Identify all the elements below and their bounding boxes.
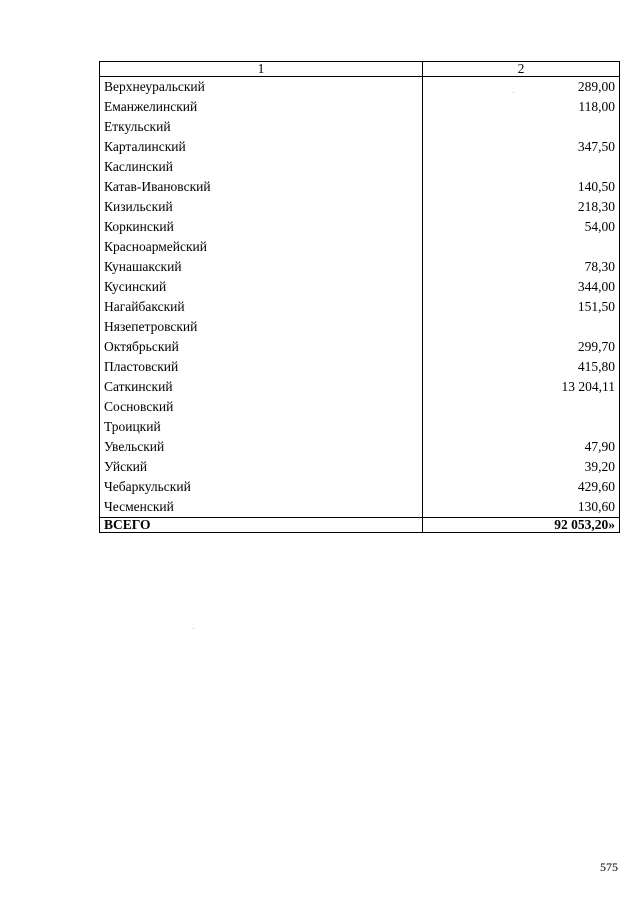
district-value bbox=[423, 237, 620, 257]
district-name: Октябрьский bbox=[100, 337, 423, 357]
table-row bbox=[100, 177, 620, 197]
scan-speck bbox=[193, 628, 194, 629]
district-value: 78,30 bbox=[423, 257, 620, 277]
table-row bbox=[100, 277, 620, 297]
column-header-2: 2 bbox=[423, 62, 620, 77]
district-name: Кусинский bbox=[100, 277, 423, 297]
data-table bbox=[99, 61, 620, 533]
page-number: 575 bbox=[600, 860, 618, 874]
table-row bbox=[100, 77, 620, 98]
district-name: Уйский bbox=[100, 457, 423, 477]
district-name: Катав-Ивановский bbox=[100, 177, 423, 197]
table-row bbox=[100, 477, 620, 497]
district-value: 289,00 bbox=[423, 77, 620, 98]
district-name: Троицкий bbox=[100, 417, 423, 437]
total-label: ВСЕГО bbox=[100, 518, 423, 533]
table-row bbox=[100, 257, 620, 277]
district-name: Саткинский bbox=[100, 377, 423, 397]
district-value: 13 204,11 bbox=[423, 377, 620, 397]
table-row bbox=[100, 397, 620, 417]
table-row bbox=[100, 497, 620, 518]
table-row bbox=[100, 237, 620, 257]
district-name: Коркинский bbox=[100, 217, 423, 237]
district-name: Пластовский bbox=[100, 357, 423, 377]
district-name: Увельский bbox=[100, 437, 423, 457]
district-value: 344,00 bbox=[423, 277, 620, 297]
scan-speck bbox=[513, 92, 514, 93]
table-row bbox=[100, 137, 620, 157]
district-name: Красноармейский bbox=[100, 237, 423, 257]
district-value: 299,70 bbox=[423, 337, 620, 357]
district-name: Чебаркульский bbox=[100, 477, 423, 497]
district-name: Верхнеуральский bbox=[100, 77, 423, 98]
table-row bbox=[100, 157, 620, 177]
column-header-1: 1 bbox=[100, 62, 423, 77]
table-row bbox=[100, 97, 620, 117]
district-value bbox=[423, 117, 620, 137]
table-row bbox=[100, 217, 620, 237]
table-row bbox=[100, 117, 620, 137]
district-name: Каслинский bbox=[100, 157, 423, 177]
district-value: 39,20 bbox=[423, 457, 620, 477]
district-value: 130,60 bbox=[423, 497, 620, 518]
district-value: 347,50 bbox=[423, 137, 620, 157]
district-name: Карталинский bbox=[100, 137, 423, 157]
table-header-row bbox=[100, 62, 620, 77]
district-value: 47,90 bbox=[423, 437, 620, 457]
district-name: Еманжелинский bbox=[100, 97, 423, 117]
district-value: 118,00 bbox=[423, 97, 620, 117]
district-name: Сосновский bbox=[100, 397, 423, 417]
total-row bbox=[100, 518, 620, 533]
district-value bbox=[423, 397, 620, 417]
district-value: 415,80 bbox=[423, 357, 620, 377]
district-name: Нязепетровский bbox=[100, 317, 423, 337]
district-value: 54,00 bbox=[423, 217, 620, 237]
district-value: 429,60 bbox=[423, 477, 620, 497]
table-row bbox=[100, 417, 620, 437]
table-row bbox=[100, 317, 620, 337]
district-value: 218,30 bbox=[423, 197, 620, 217]
table-row bbox=[100, 457, 620, 477]
district-name: Еткульский bbox=[100, 117, 423, 137]
district-value: 140,50 bbox=[423, 177, 620, 197]
district-value bbox=[423, 157, 620, 177]
district-name: Нагайбакский bbox=[100, 297, 423, 317]
district-name: Чесменский bbox=[100, 497, 423, 518]
district-name: Кизильский bbox=[100, 197, 423, 217]
table-row bbox=[100, 377, 620, 397]
district-value bbox=[423, 317, 620, 337]
table-row bbox=[100, 337, 620, 357]
district-value bbox=[423, 417, 620, 437]
table-row bbox=[100, 357, 620, 377]
table-row bbox=[100, 437, 620, 457]
table-row bbox=[100, 297, 620, 317]
district-value: 151,50 bbox=[423, 297, 620, 317]
total-value: 92 053,20» bbox=[423, 518, 620, 533]
table-body bbox=[100, 77, 620, 518]
table-row bbox=[100, 197, 620, 217]
district-name: Кунашакский bbox=[100, 257, 423, 277]
